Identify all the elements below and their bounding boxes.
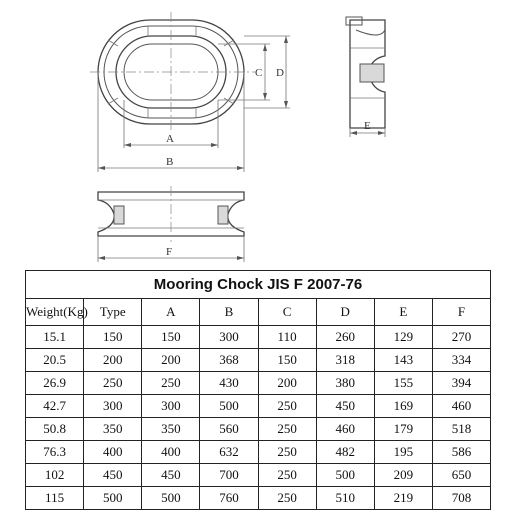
table-cell: 76.3 — [26, 441, 84, 464]
table-cell: 150 — [258, 349, 316, 372]
table-row — [26, 441, 491, 464]
table-cell: 200 — [258, 372, 316, 395]
table-cell: 169 — [374, 395, 432, 418]
table-cell: 460 — [432, 395, 490, 418]
side-view — [346, 17, 385, 137]
header-weight: Weight(Kg) — [26, 299, 84, 326]
label-d: D — [276, 67, 284, 79]
table-cell: 632 — [200, 441, 258, 464]
table-header-row — [26, 299, 491, 326]
table-cell: 394 — [432, 372, 490, 395]
table-cell: 250 — [258, 487, 316, 510]
table-cell: 250 — [258, 418, 316, 441]
table-body — [26, 326, 491, 510]
table-cell: 20.5 — [26, 349, 84, 372]
table-cell: 318 — [316, 349, 374, 372]
table-cell: 260 — [316, 326, 374, 349]
table-cell: 26.9 — [26, 372, 84, 395]
table-row — [26, 418, 491, 441]
table-row — [26, 487, 491, 510]
table-cell: 115 — [26, 487, 84, 510]
table-cell: 300 — [84, 395, 142, 418]
header-c: C — [258, 299, 316, 326]
header-a: A — [142, 299, 200, 326]
table-cell: 450 — [84, 464, 142, 487]
table-cell: 42.7 — [26, 395, 84, 418]
table-cell: 400 — [84, 441, 142, 464]
table-cell: 760 — [200, 487, 258, 510]
label-a: A — [166, 133, 174, 145]
table-cell: 110 — [258, 326, 316, 349]
table-cell: 380 — [316, 372, 374, 395]
table-cell: 450 — [142, 464, 200, 487]
table-cell: 250 — [258, 395, 316, 418]
header-d: D — [316, 299, 374, 326]
label-f: F — [166, 246, 173, 258]
table-cell: 500 — [84, 487, 142, 510]
table-cell: 209 — [374, 464, 432, 487]
label-e: E — [364, 120, 371, 132]
table-row — [26, 372, 491, 395]
table-cell: 518 — [432, 418, 490, 441]
table-row — [26, 464, 491, 487]
label-c: C — [255, 67, 263, 79]
table-row — [26, 326, 491, 349]
table-row — [26, 395, 491, 418]
table-cell: 250 — [258, 441, 316, 464]
table-cell: 15.1 — [26, 326, 84, 349]
table-cell: 500 — [142, 487, 200, 510]
table-title-row — [26, 271, 491, 299]
table-cell: 250 — [84, 372, 142, 395]
table-cell: 334 — [432, 349, 490, 372]
table-cell: 460 — [316, 418, 374, 441]
table-cell: 250 — [142, 372, 200, 395]
table-cell: 500 — [200, 395, 258, 418]
table-cell: 586 — [432, 441, 490, 464]
header-f: F — [432, 299, 490, 326]
table-cell: 150 — [142, 326, 200, 349]
table-cell: 700 — [200, 464, 258, 487]
table-cell: 560 — [200, 418, 258, 441]
table-cell: 482 — [316, 441, 374, 464]
table-cell: 368 — [200, 349, 258, 372]
table-cell: 350 — [84, 418, 142, 441]
table-cell: 350 — [142, 418, 200, 441]
table-cell: 200 — [142, 349, 200, 372]
table-cell: 300 — [142, 395, 200, 418]
table-cell: 400 — [142, 441, 200, 464]
top-view — [90, 12, 290, 172]
table-cell: 200 — [84, 349, 142, 372]
table-cell: 450 — [316, 395, 374, 418]
table-cell: 102 — [26, 464, 84, 487]
table-cell: 219 — [374, 487, 432, 510]
table-cell: 430 — [200, 372, 258, 395]
table-title: Mooring Chock JIS F 2007-76 — [26, 271, 491, 299]
table-cell: 150 — [84, 326, 142, 349]
table-cell: 129 — [374, 326, 432, 349]
table-cell: 50.8 — [26, 418, 84, 441]
table-cell: 270 — [432, 326, 490, 349]
table-cell: 179 — [374, 418, 432, 441]
label-b: B — [166, 156, 174, 168]
table-cell: 650 — [432, 464, 490, 487]
table-cell: 708 — [432, 487, 490, 510]
table-cell: 250 — [258, 464, 316, 487]
table-cell: 300 — [200, 326, 258, 349]
table-cell: 155 — [374, 372, 432, 395]
spec-table — [25, 270, 491, 510]
table-row — [26, 349, 491, 372]
header-e: E — [374, 299, 432, 326]
table-cell: 195 — [374, 441, 432, 464]
table-cell: 500 — [316, 464, 374, 487]
header-b: B — [200, 299, 258, 326]
header-type: Type — [84, 299, 142, 326]
table-cell: 143 — [374, 349, 432, 372]
table-cell: 510 — [316, 487, 374, 510]
